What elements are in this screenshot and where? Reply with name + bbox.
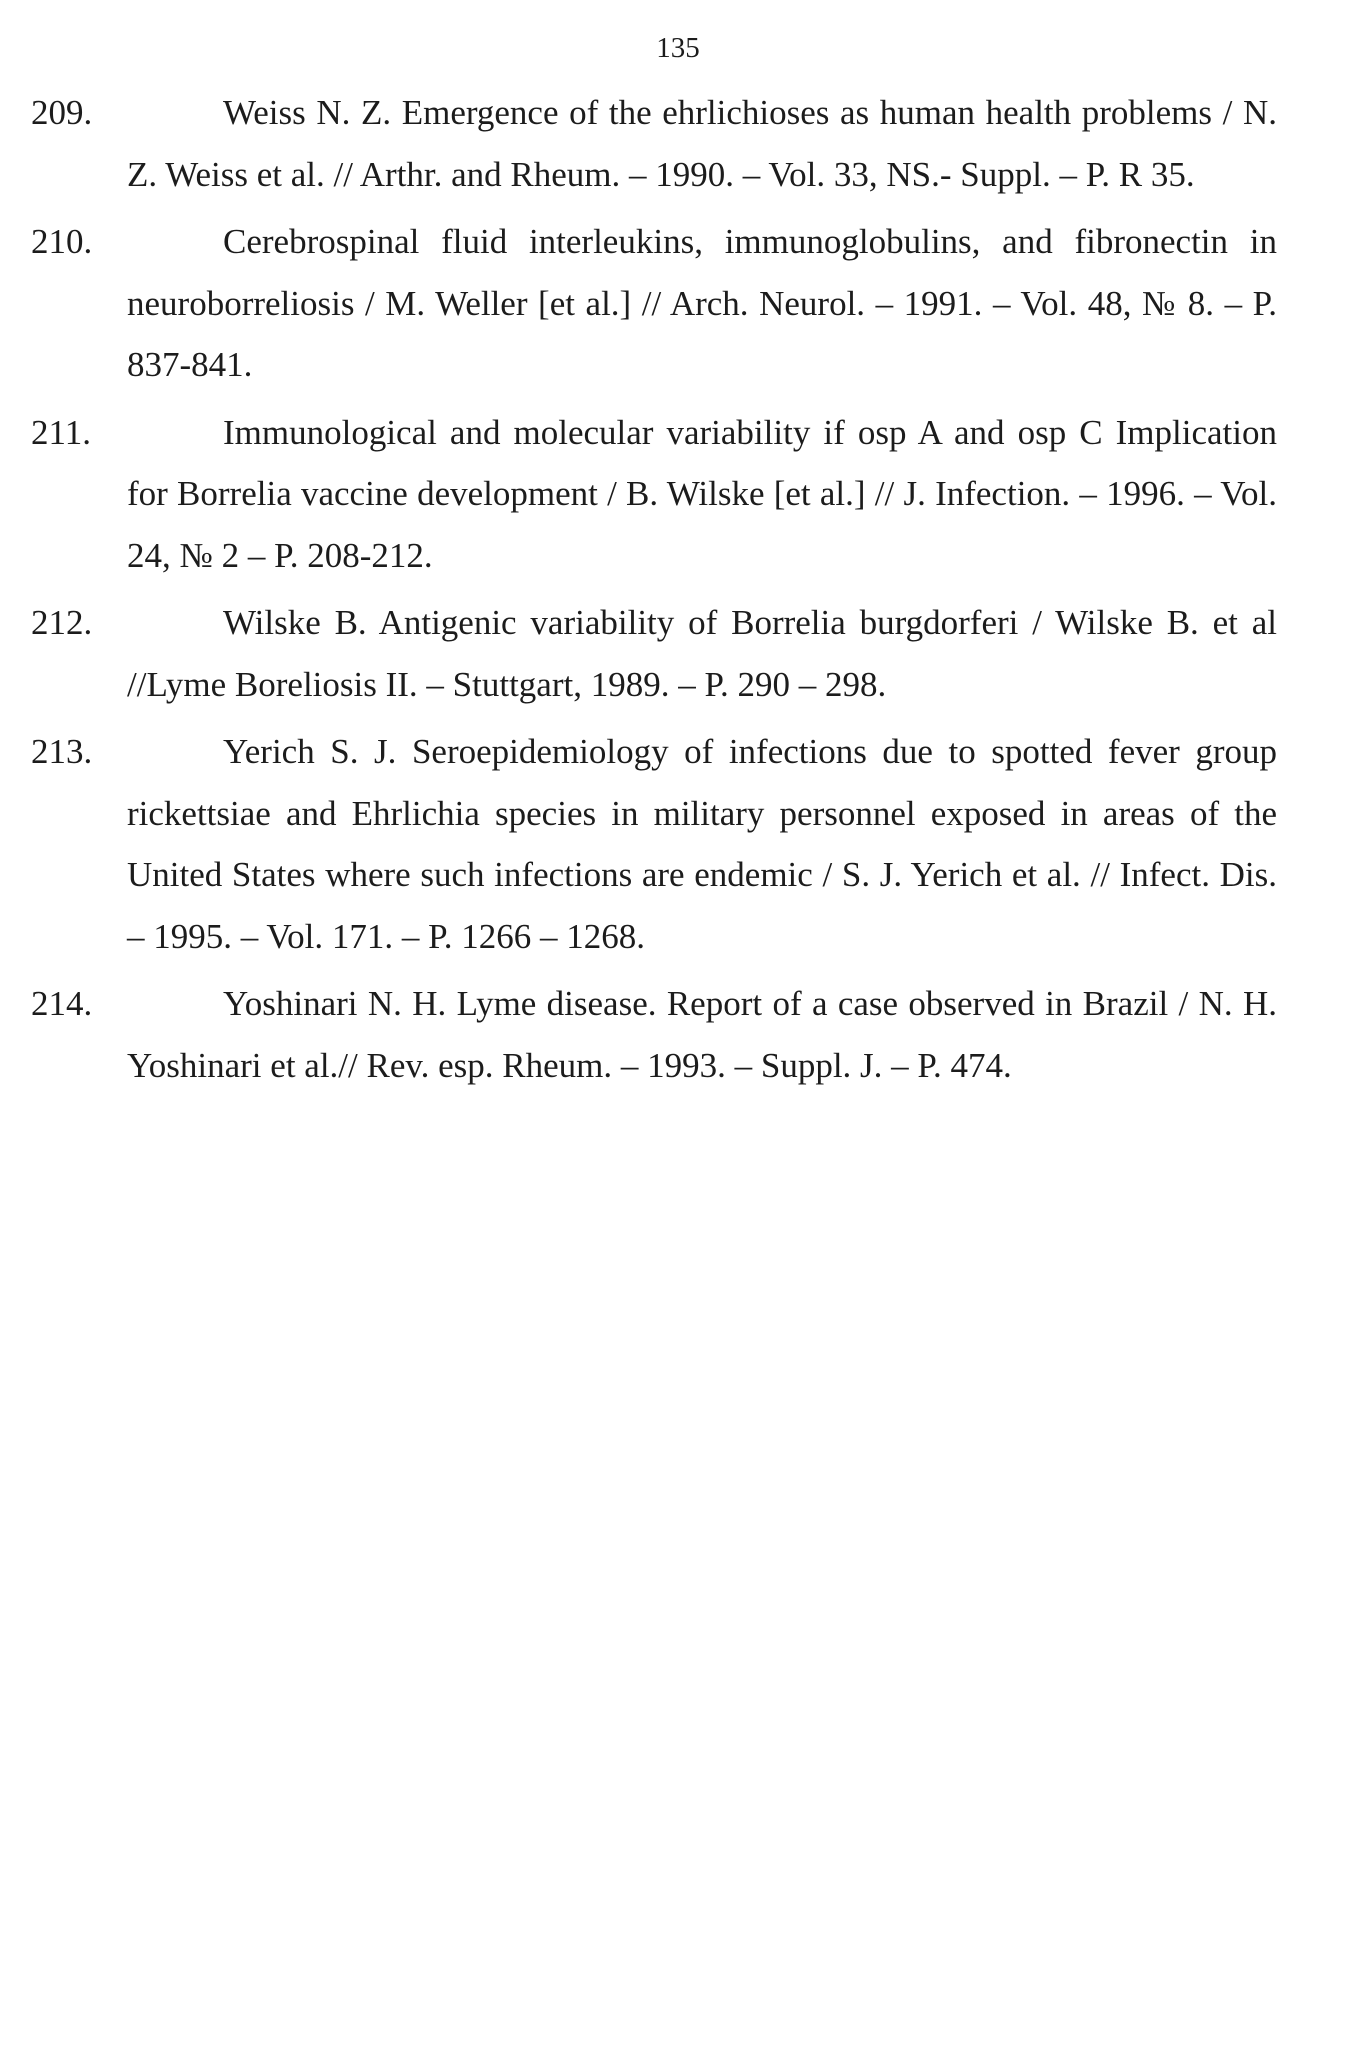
- reference-item: [31, 592, 1277, 715]
- reference-item: [31, 721, 1277, 967]
- reference-number: 214.: [31, 984, 93, 1023]
- reference-text: Immunological and molecular variability if osp A and osp C Implication for Borrelia vaccine development / B. Wilske [et al.] // J. Infection. – 1996. – Vol. 24, № 2 – P. 208-212.: [127, 412, 1277, 575]
- reference-number: 209.: [31, 93, 93, 132]
- reference-item: [31, 211, 1277, 396]
- reference-item: [31, 82, 1277, 205]
- page-number: 135: [656, 32, 700, 64]
- reference-text: Cerebrospinal fluid interleukins, immunoglobulins, and fibronectin in neuroborreliosis / M. Weller [et al.] // Arch. Neurol. – 1991. – Vol. 48, № 8. – P. 837-841.: [127, 222, 1277, 384]
- reference-number: 212.: [31, 603, 93, 642]
- reference-number: 211.: [31, 412, 91, 452]
- reference-text: Wilske B. Antigenic variability of Borrelia burgdorferi / Wilske B. et al //Lyme Boreliosis II. – Stuttgart, 1989. – P. 290 – 298.: [127, 603, 1277, 704]
- reference-text: Yoshinari N. H. Lyme disease. Report of a case observed in Brazil / N. H. Yoshinari et al.// Rev. esp. Rheum. – 1993. – Suppl. J. – P. 474.: [127, 984, 1277, 1085]
- reference-list: [31, 82, 1277, 1102]
- reference-item: [31, 973, 1277, 1096]
- reference-text: Weiss N. Z. Emergence of the ehrlichioses as human health problems / N. Z. Weiss et al. // Arthr. and Rheum. – 1990. – Vol. 33, NS.- Suppl. – P. R 35.: [127, 93, 1277, 194]
- reference-item: [31, 402, 1277, 587]
- reference-number: 213.: [31, 732, 93, 771]
- reference-number: 210.: [31, 222, 93, 261]
- reference-text: Yerich S. J. Seroepidemiology of infections due to spotted fever group rickettsiae and Ehrlichia species in military personnel exposed in areas of the United States where such infections are endemic / S. J. Yerich et al. // Infect. Dis. – 1995. – Vol. 171. – P. 1266 – 1268.: [127, 732, 1277, 956]
